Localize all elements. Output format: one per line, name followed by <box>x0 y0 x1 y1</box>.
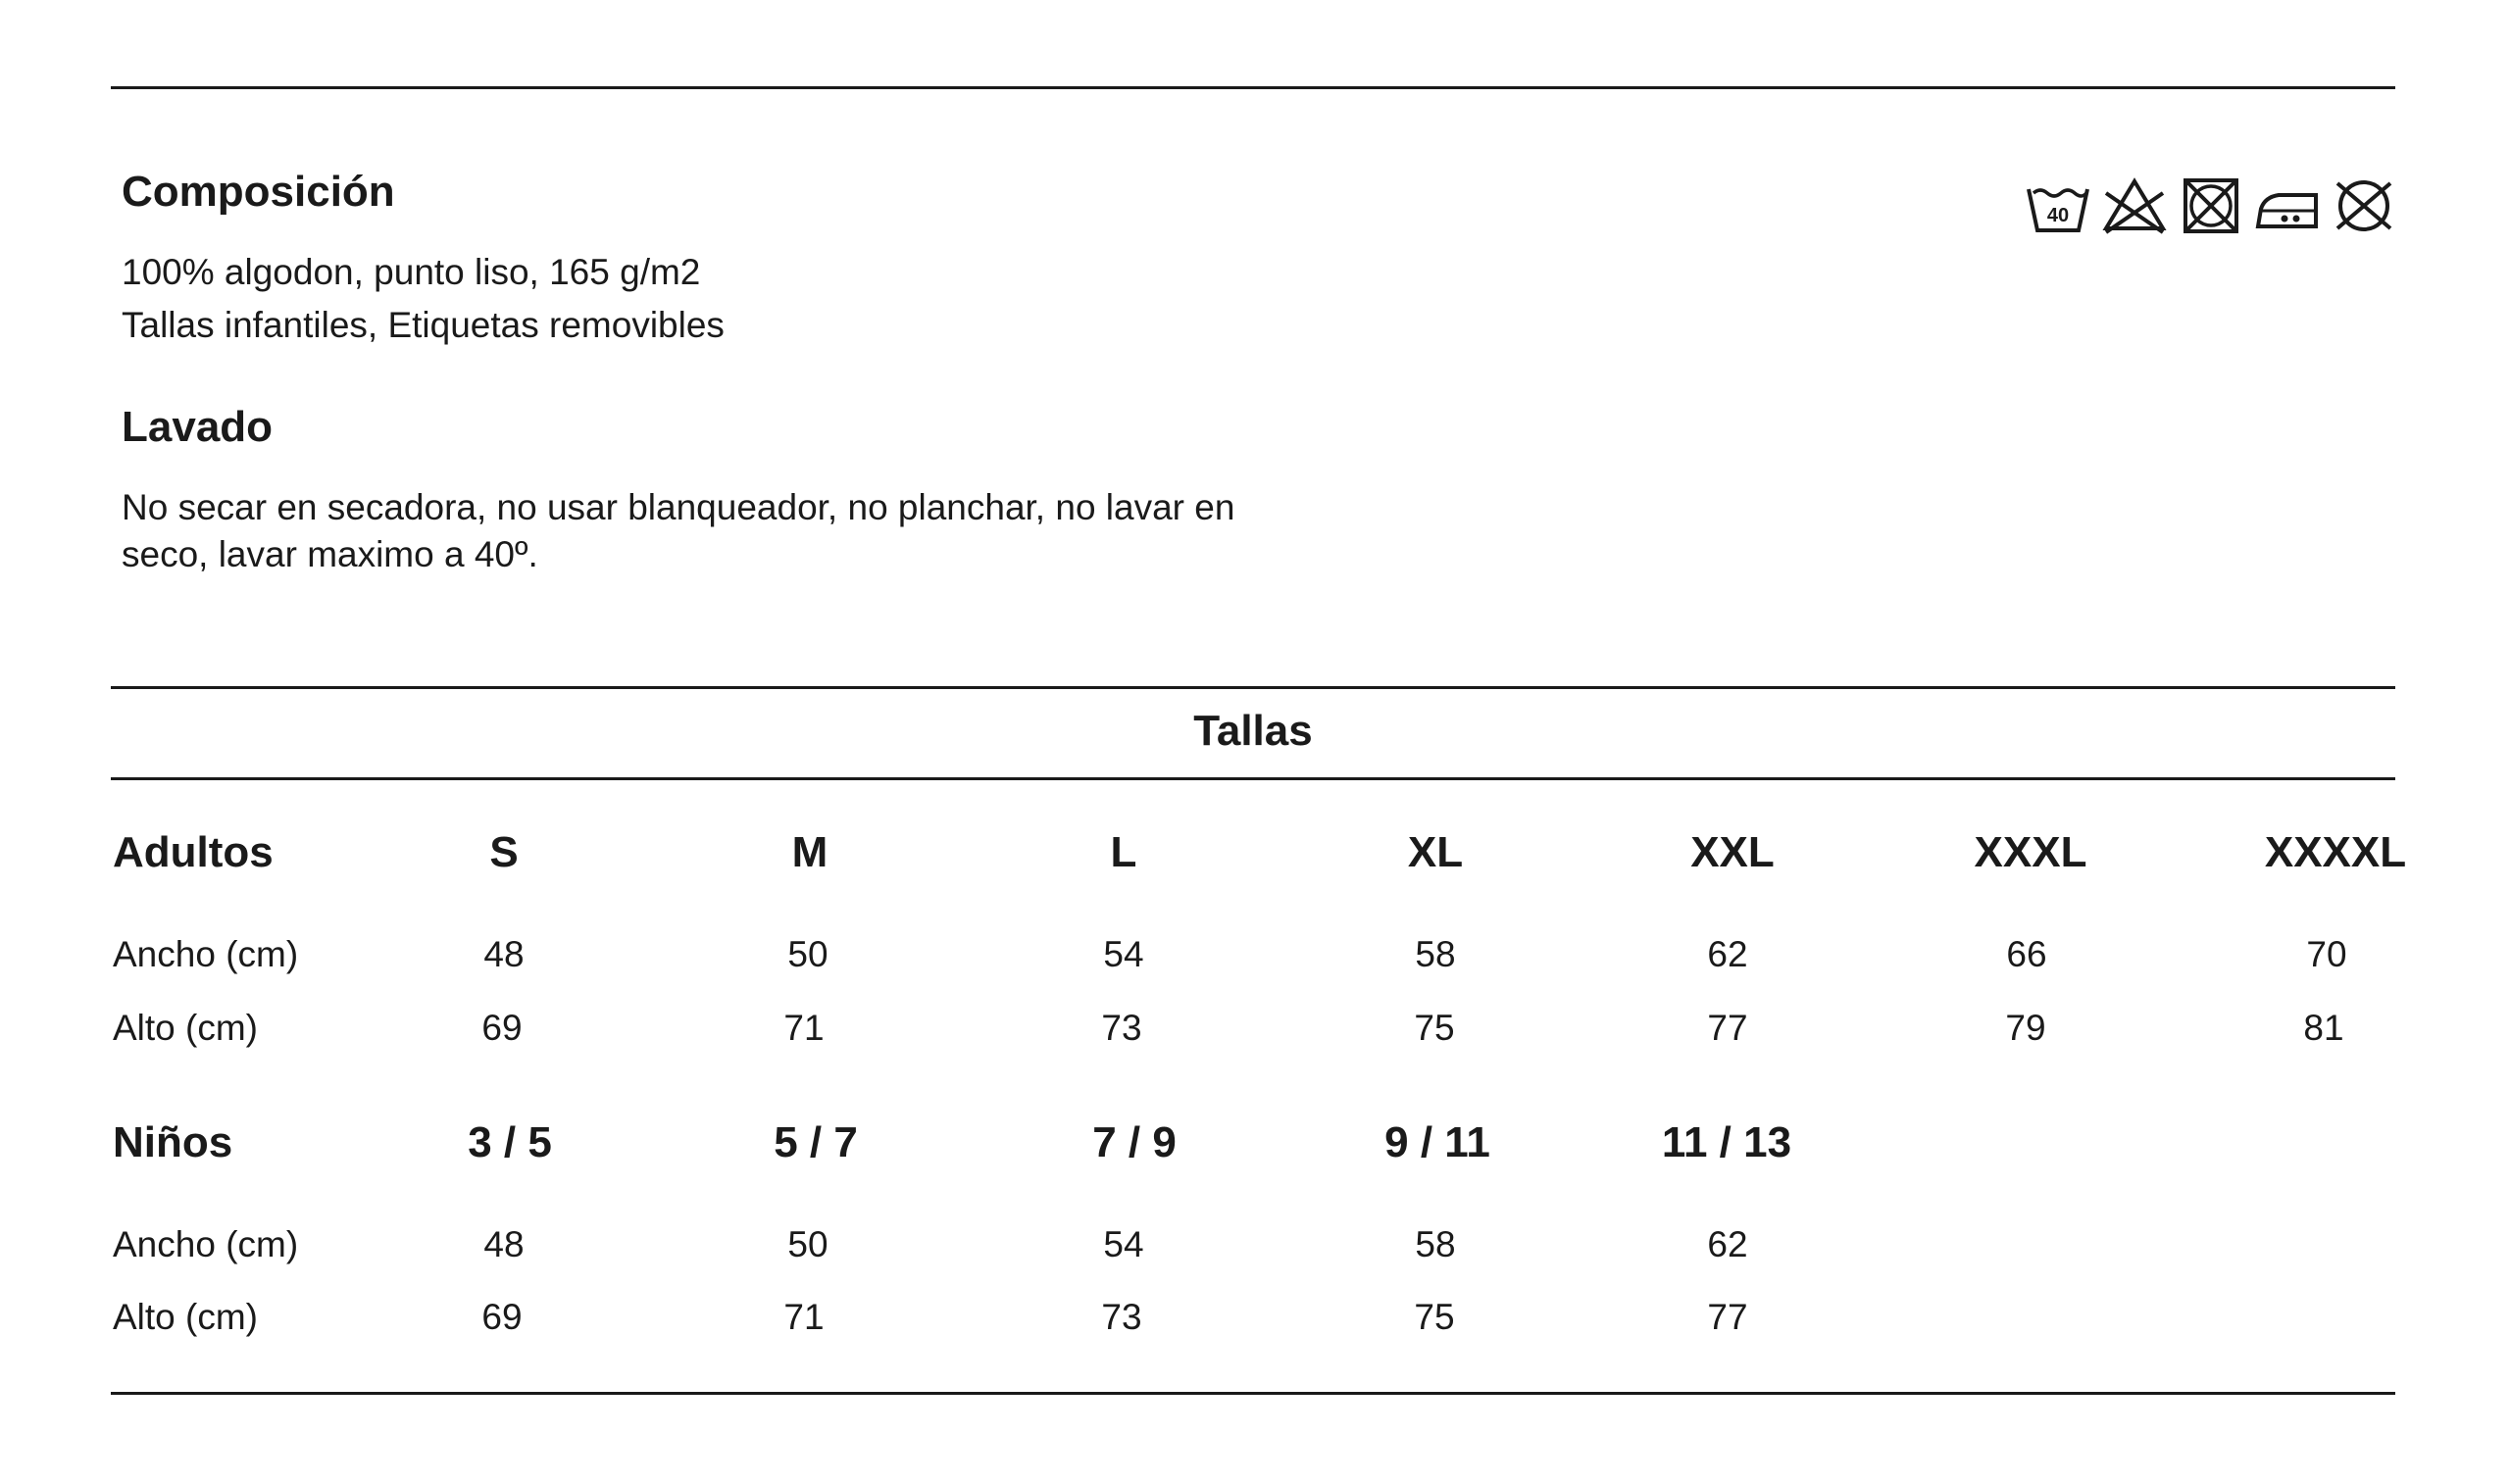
care-icons <box>2026 174 2396 237</box>
composition-title: Composición <box>122 168 395 216</box>
bottom-divider <box>111 1392 2395 1395</box>
adult-size: XL <box>1407 828 1464 876</box>
kids-label: Niños <box>113 1118 233 1166</box>
adult-height-value: 81 <box>2303 1008 2344 1048</box>
kids-width-label: Ancho (cm) <box>113 1224 299 1264</box>
kids-size: 5 / 7 <box>774 1118 858 1166</box>
adult-height-value: 71 <box>783 1008 825 1048</box>
kids-size: 9 / 11 <box>1384 1118 1490 1166</box>
adult-width-value: 54 <box>1103 934 1144 974</box>
adult-width-value: 70 <box>2306 934 2347 974</box>
adult-size: XXXL <box>1974 828 2087 876</box>
kids-height-value: 75 <box>1414 1297 1455 1337</box>
composition-line-2: Tallas infantiles, Etiquetas removibles <box>122 305 725 345</box>
adult-width-value: 48 <box>483 934 525 974</box>
adult-width-value: 50 <box>787 934 828 974</box>
kids-size: 3 / 5 <box>468 1118 552 1166</box>
no-iron-icon <box>2255 175 2320 236</box>
adult-size: L <box>1110 828 1137 876</box>
washing-line-2: seco, lavar maximo a 40º. <box>122 534 538 574</box>
adult-width-value: 58 <box>1415 934 1456 974</box>
kids-height-value: 71 <box>783 1297 825 1337</box>
adult-size: XXL <box>1690 828 1775 876</box>
adult-height-label: Alto (cm) <box>113 1008 258 1048</box>
adult-height-value: 77 <box>1707 1008 1748 1048</box>
kids-height-label: Alto (cm) <box>113 1297 258 1337</box>
kids-width-value: 54 <box>1103 1224 1144 1264</box>
adult-size: S <box>489 828 519 876</box>
tallas-top-divider <box>111 686 2395 689</box>
no-bleach-icon <box>2102 175 2167 236</box>
no-tumble-dry-icon <box>2179 175 2243 236</box>
adult-width-label: Ancho (cm) <box>113 934 299 974</box>
kids-width-value: 62 <box>1707 1224 1748 1264</box>
kids-width-value: 50 <box>787 1224 828 1264</box>
kids-height-value: 69 <box>481 1297 523 1337</box>
kids-size: 11 / 13 <box>1661 1118 1792 1166</box>
wash-40-icon <box>2026 175 2090 236</box>
adult-height-value: 69 <box>481 1008 523 1048</box>
adult-height-value: 79 <box>2005 1008 2046 1048</box>
adult-height-value: 73 <box>1101 1008 1142 1048</box>
kids-height-value: 73 <box>1101 1297 1142 1337</box>
tallas-bottom-divider <box>111 777 2395 780</box>
kids-width-value: 48 <box>483 1224 525 1264</box>
adult-size: M <box>791 828 828 876</box>
top-divider <box>111 86 2395 89</box>
adult-size: XXXXL <box>2264 828 2407 876</box>
adult-height-value: 75 <box>1414 1008 1455 1048</box>
kids-height-value: 77 <box>1707 1297 1748 1337</box>
no-dry-clean-icon <box>2332 175 2396 236</box>
kids-size: 7 / 9 <box>1092 1118 1177 1166</box>
kids-width-value: 58 <box>1415 1224 1456 1264</box>
washing-line-1: No secar en secadora, no usar blanqueador, no planchar, no lavar en <box>122 487 1235 527</box>
tallas-title: Tallas <box>1193 707 1313 755</box>
adults-label: Adultos <box>113 828 274 876</box>
svg-text:40: 40 <box>2046 205 2070 226</box>
composition-line-1: 100% algodon, punto liso, 165 g/m2 <box>122 252 701 292</box>
adult-width-value: 62 <box>1707 934 1748 974</box>
adult-width-value: 66 <box>2006 934 2047 974</box>
washing-title: Lavado <box>122 403 274 451</box>
